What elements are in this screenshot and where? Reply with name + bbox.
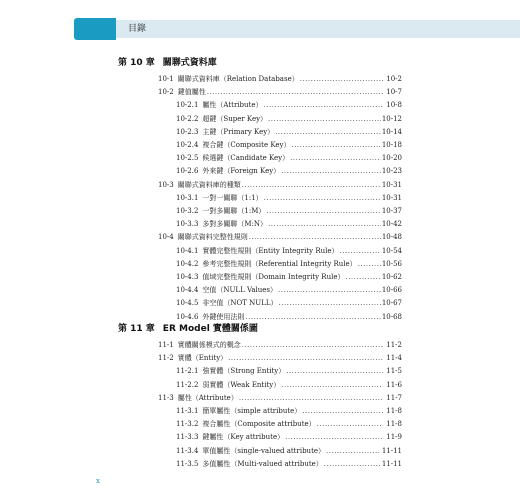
leader-dots: [290, 151, 381, 165]
leader-dots: [249, 230, 381, 244]
toc-entry-title: 空值（NULL Values）: [202, 286, 278, 295]
toc-entry[interactable]: [158, 351, 402, 365]
leader-dots: [228, 351, 383, 365]
toc-entry-title: 外來鍵（Foreign Key）: [202, 167, 281, 176]
leader-dots: [278, 283, 381, 297]
leader-dots: [317, 417, 383, 431]
toc-entry-page: 11-9: [386, 433, 402, 442]
toc-entry-page: 10-20: [381, 154, 402, 163]
toc-entry-page: 11-6: [386, 380, 402, 389]
toc-entry-number: 11-3.3: [176, 433, 199, 442]
toc-entry[interactable]: [176, 112, 402, 126]
leader-dots: [340, 244, 381, 258]
page-title: 目錄: [128, 24, 147, 34]
toc-entry-page: 10-48: [381, 233, 402, 242]
leader-dots: [358, 257, 381, 271]
toc-entry-number: 10-2.3: [176, 127, 199, 136]
leader-dots: [264, 98, 384, 112]
chapter-number: 第 11 章: [118, 324, 155, 334]
leader-dots: [285, 430, 383, 444]
leader-dots: [264, 191, 381, 205]
toc-entry-title: 強實體（Strong Entity）: [202, 367, 286, 376]
toc-entry-page: 10-31: [381, 193, 402, 202]
toc-entry-title: 值域完整性規則（Domain Integrity Rule）: [202, 273, 345, 281]
toc-entry-title: 外鍵使用法則: [202, 312, 245, 321]
toc-entry-number: 10-4.2: [176, 259, 199, 268]
toc-entry-number: 10-2.6: [176, 167, 199, 176]
toc-entry-number: 11-2: [158, 354, 174, 363]
toc-entry-title: 多對多關聯（M:N）: [202, 220, 268, 229]
toc-entry-title: 弱實體（Weak Entity）: [202, 380, 281, 389]
leader-dots: [324, 457, 381, 471]
toc-entry-page: 10-7: [386, 88, 402, 97]
toc-entry[interactable]: [176, 191, 402, 205]
toc-entry-page: 11-4: [386, 354, 402, 363]
leader-dots: [268, 217, 381, 231]
toc-entry[interactable]: [176, 244, 402, 258]
leader-dots: [326, 444, 381, 458]
toc-entry-number: 11-2.2: [176, 380, 199, 389]
leader-dots: [281, 378, 383, 392]
toc-entry-number: 10-4.5: [176, 299, 199, 308]
leader-dots: [239, 391, 383, 405]
toc-entry[interactable]: [176, 217, 402, 231]
toc-entry[interactable]: [158, 72, 402, 86]
page-marker: x: [96, 477, 100, 485]
toc-entry-page: 10-42: [381, 220, 402, 229]
toc-entry-page: 10-23: [381, 167, 402, 176]
toc-entry-title: 非空值（NOT NULL）: [202, 299, 278, 308]
leader-dots: [345, 270, 380, 284]
toc-entry-title: 多值屬性（Multi-valued attribute）: [202, 459, 323, 468]
toc-entry[interactable]: [176, 430, 402, 444]
toc-entry-page: 10-2: [386, 75, 402, 83]
toc-entry-number: 10-3: [158, 180, 174, 189]
toc-entry-page: 11-7: [386, 393, 402, 402]
chapter-heading: [118, 56, 217, 70]
leader-dots: [302, 404, 383, 418]
toc-entry-number: 10-4: [158, 233, 174, 242]
leader-dots: [275, 125, 381, 139]
leader-dots: [242, 338, 383, 352]
toc-entry-number: 10-1: [158, 75, 174, 83]
toc-entry[interactable]: [176, 417, 402, 431]
leader-dots: [207, 85, 383, 99]
toc-entry[interactable]: [176, 378, 402, 392]
toc-entry[interactable]: [176, 296, 402, 310]
toc-entry-title: 實體（Entity）: [177, 354, 228, 363]
toc-entry[interactable]: [176, 98, 402, 112]
leader-dots: [291, 138, 380, 152]
toc-entry-number: 10-4.4: [176, 286, 199, 295]
toc-entry-title: 候選鍵（Candidate Key）: [202, 154, 290, 163]
leader-dots: [268, 112, 381, 126]
toc-entry-page: 11-11: [381, 459, 402, 468]
toc-entry[interactable]: [176, 457, 402, 471]
toc-entry-title: 實體完整性規則（Entity Integrity Rule）: [202, 246, 339, 255]
toc-entry-number: 11-1: [158, 341, 174, 349]
toc-entry[interactable]: [176, 404, 402, 418]
toc-entry-title: 單值屬性（single-valued attribute）: [202, 446, 326, 455]
toc-entry-title: 鍵屬性（Key attribute）: [202, 433, 285, 442]
toc-entry-number: 10-3.2: [176, 207, 199, 215]
leader-dots: [286, 364, 383, 378]
toc-entry-number: 11-3.2: [176, 420, 199, 429]
toc-entry[interactable]: [158, 178, 402, 192]
toc-entry-number: 10-4.3: [176, 273, 199, 281]
toc-entry-number: 11-3.1: [176, 407, 199, 415]
toc-entry-title: 參考完整性規則（Referential Integrity Rule）: [202, 259, 357, 268]
toc-entry-number: 10-2.2: [176, 114, 199, 123]
leader-dots: [245, 310, 380, 324]
header-tab: [74, 18, 116, 40]
toc-entry-page: 10-56: [381, 259, 402, 268]
toc-entry[interactable]: [176, 364, 402, 378]
toc-entry-title: 一對多關聯（1:M）: [202, 207, 266, 215]
toc-entry-page: 11-8: [386, 407, 402, 415]
chapter-number: 第 10 章: [118, 58, 155, 68]
toc-entry[interactable]: [176, 257, 402, 271]
toc-entry[interactable]: [176, 138, 402, 152]
toc-entry-title: 一對一關聯（1:1）: [202, 193, 263, 202]
toc-entry-title: 複合鍵（Composite Key）: [202, 141, 291, 149]
toc-entry-title: 關聯式資料完整性規則: [177, 233, 248, 242]
toc-entry-title: 實體關係模式的概念: [177, 341, 241, 349]
toc-entry-page: 10-18: [381, 141, 402, 149]
toc-entry-number: 10-4.6: [176, 312, 199, 321]
toc-entry-number: 11-3: [158, 393, 174, 402]
toc-entry-page: 10-12: [381, 114, 402, 123]
toc-entry-title: 超鍵（Super Key）: [202, 114, 268, 123]
header-bar: [115, 20, 520, 38]
toc-entry-title: 關聯式資料庫（Relation Database）: [177, 75, 299, 83]
toc-entry-number: 10-3.1: [176, 193, 199, 202]
toc-entry-number: 10-2: [158, 88, 174, 97]
toc-entry-number: 10-4.1: [176, 246, 199, 255]
toc-entry-number: 11-3.4: [176, 446, 199, 455]
toc-entry-page: 10-37: [381, 207, 402, 215]
toc-entry-title: 簡單屬性（simple attribute）: [202, 407, 302, 415]
toc-entry-title: 鍵值屬性: [177, 88, 206, 97]
chapter-heading: [118, 322, 258, 336]
toc-entry[interactable]: [158, 338, 402, 352]
toc-entry-number: 10-2.4: [176, 141, 199, 149]
toc-entry-title: 主鍵（Primary Key）: [202, 127, 275, 136]
toc-entry-number: 10-3.3: [176, 220, 199, 229]
toc-entry[interactable]: [176, 151, 402, 165]
leader-dots: [266, 204, 380, 218]
toc-entry[interactable]: [176, 125, 402, 139]
leader-dots: [281, 164, 381, 178]
toc-entry-page: 10-68: [381, 312, 402, 321]
toc-entry-title: 關聯式資料庫的種類: [177, 180, 241, 189]
toc-entry-page: 10-14: [381, 127, 402, 136]
toc-entry-page: 10-67: [381, 299, 402, 308]
toc-entry[interactable]: [158, 391, 402, 405]
leader-dots: [242, 178, 381, 192]
leader-dots: [300, 72, 383, 86]
toc-entry-page: 11-2: [386, 341, 402, 349]
toc-entry-page: 11-5: [386, 367, 402, 376]
toc-entry-number: 11-2.1: [176, 367, 199, 376]
toc-entry-number: 11-3.5: [176, 459, 199, 468]
toc-entry-page: 10-31: [381, 180, 402, 189]
chapter-title: ER Model 實體關係圖: [162, 324, 258, 334]
toc-entry-page: 10-62: [381, 273, 402, 281]
toc-entry[interactable]: [176, 164, 402, 178]
toc-entry-number: 10-2.5: [176, 154, 199, 163]
leader-dots: [279, 296, 381, 310]
toc-entry-page: 10-66: [381, 286, 402, 295]
toc-entry[interactable]: [176, 270, 402, 284]
toc-entry[interactable]: [176, 444, 402, 458]
toc-entry-page: 11-8: [386, 420, 402, 429]
toc-entry-page: 10-54: [381, 246, 402, 255]
toc-entry-title: 屬性（Attribute）: [202, 101, 263, 110]
toc-entry-title: 屬性（Attribute）: [177, 393, 238, 402]
toc-entry-title: 複合屬性（Composite attribute）: [202, 420, 316, 429]
toc-entry[interactable]: [176, 283, 402, 297]
toc-entry[interactable]: [158, 230, 402, 244]
toc-entry-page: 11-11: [381, 446, 402, 455]
toc-entry[interactable]: [176, 204, 402, 218]
toc-entry[interactable]: [158, 85, 402, 99]
toc-entry-number: 10-2.1: [176, 101, 199, 110]
chapter-title: 關聯式資料庫: [162, 58, 217, 68]
toc-entry-page: 10-8: [386, 101, 402, 110]
